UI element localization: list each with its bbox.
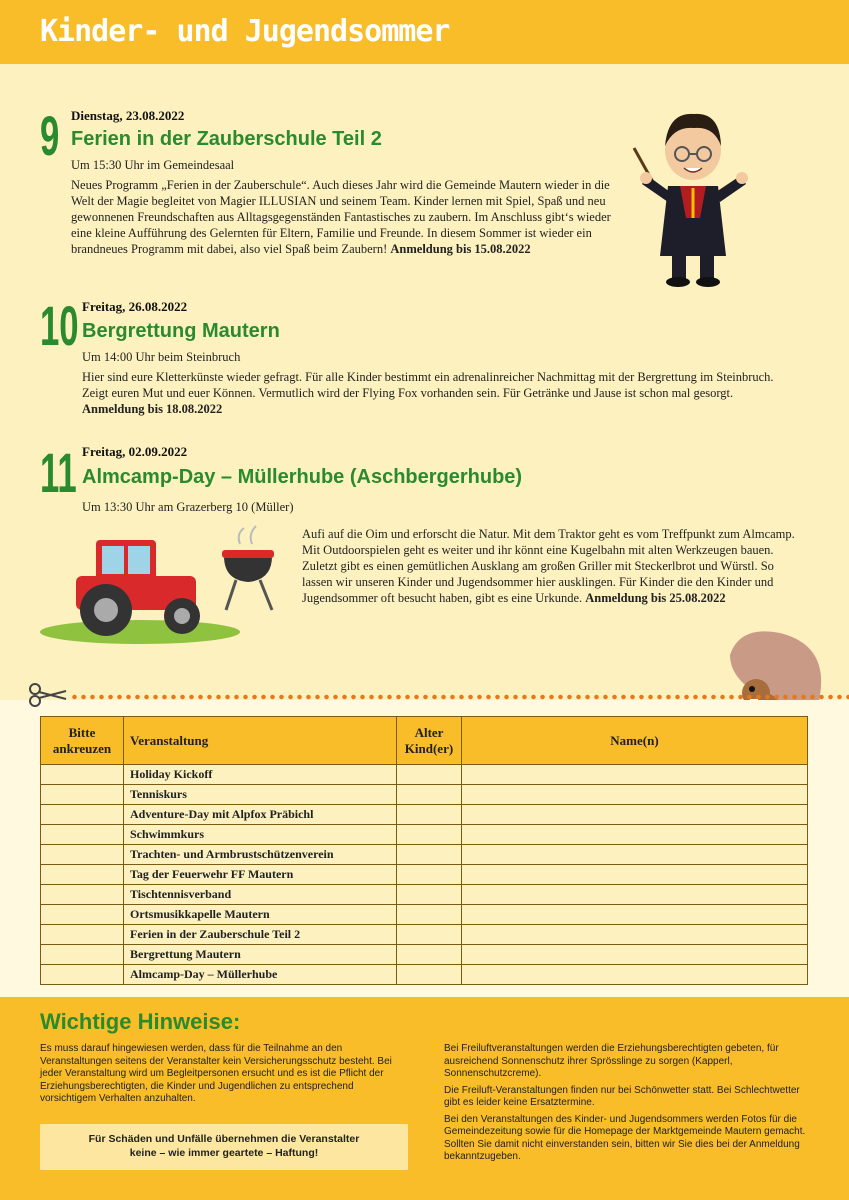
table-row — [41, 785, 808, 805]
note-paragraph: Bei den Veranstaltungen des Kinder- und Jugendsommers werden Fotos für die Gemeindezeitung sowie für die Homepage der Marktgemeinde Mautern gemacht. Sollten Sie damit nicht einverstanden sein, bitten wir Sie dies bei der Anmeldung bekanntzugeben. — [444, 1113, 806, 1162]
age-cell[interactable] — [397, 845, 462, 865]
checkbox-cell[interactable] — [41, 885, 124, 905]
note-paragraph: Bei Freiluftveranstaltungen werden die Erziehungsberechtigten gebeten, für ausreichend Sonnenschutz ihrer Sprösslinge zu sorgen (Kapperl, Sonnenschutzcreme). — [444, 1043, 779, 1079]
name-cell[interactable] — [462, 845, 808, 865]
event-number: 9 — [40, 104, 60, 167]
name-cell[interactable] — [462, 945, 808, 965]
liability-warning — [40, 1124, 408, 1170]
name-cell[interactable] — [462, 905, 808, 925]
name-cell[interactable] — [462, 925, 808, 945]
checkbox-cell[interactable] — [41, 825, 124, 845]
event-time: Um 15:30 Uhr im Gemeindesaal — [71, 158, 235, 172]
table-row — [41, 805, 808, 825]
event-name-cell: Almcamp-Day – Müllerhube — [124, 965, 397, 985]
event-name-cell: Adventure-Day mit Alpfox Präbichl — [124, 805, 397, 825]
table-row — [41, 905, 808, 925]
warning-line-2: keine – wie immer geartete – Haftung! — [129, 1147, 319, 1159]
notes-heading: Wichtige Hinweise: — [40, 1009, 241, 1034]
event-name-cell: Ferien in der Zauberschule Teil 2 — [124, 925, 397, 945]
table-row — [41, 965, 808, 985]
checkbox-cell[interactable] — [41, 925, 124, 945]
age-cell[interactable] — [397, 945, 462, 965]
registration-table — [40, 716, 808, 985]
event-title: Ferien in der Zauberschule Teil 2 — [71, 128, 382, 150]
table-row — [41, 945, 808, 965]
event-name-cell: Ortsmusikkapelle Mautern — [124, 905, 397, 925]
event-title: Almcamp-Day – Müllerhube (Aschbergerhube) — [82, 466, 523, 488]
checkbox-cell[interactable] — [41, 765, 124, 785]
age-cell[interactable] — [397, 825, 462, 845]
event-name-cell: Tischtennisverband — [124, 885, 397, 905]
name-cell[interactable] — [462, 865, 808, 885]
name-cell[interactable] — [462, 805, 808, 825]
event-name-cell: Trachten- und Armbrustschützenverein — [124, 845, 397, 865]
table-row — [41, 845, 808, 865]
scissors-icon — [28, 683, 68, 707]
event-name-cell: Tenniskurs — [124, 785, 397, 805]
header-bar — [0, 0, 849, 64]
column-header-event: Veranstaltung — [124, 717, 397, 765]
event-number: 10 — [40, 294, 79, 357]
cut-line — [70, 694, 849, 700]
name-cell[interactable] — [462, 825, 808, 845]
event-description: Hier sind eure Kletterkünste wieder gefragt. Für alle Kinder bestimmt ein adrenalinreicher Nachmittag mit der Bergrettung im Steinbruch. Zeigt euren Mut und euer Können. Vermutlich wird der Flying Fox vorhanden sein. Für Getränke und Jause ist schon mal gesorgt. Anmeldung bis 18.08.2022 — [82, 370, 774, 416]
notes-section — [0, 997, 849, 1200]
name-cell[interactable] — [462, 965, 808, 985]
event-number: 11 — [40, 441, 77, 504]
event-description: Aufi auf die Oim und erforscht die Natur. Mit dem Traktor geht es vom Treffpunkt zum Almcamp. Mit Outdoorspielen geht es weiter und ihr könnt eine Kugelbahn mit alten Werkzeugen bauen. Zuletzt gibt es einen gemütlichen Ausklang am großen Griller mit Steckerlbrot und Würstl. So lassen wir unseren Kinder und Jugendsommer hier ausklingen. Für Kinder die den Kinder und Jugendsommer oft besucht haben, gibt es eine Urkunde. Anmeldung bis 25.08.2022 — [302, 527, 795, 605]
name-cell[interactable] — [462, 765, 808, 785]
event-time: Um 14:00 Uhr beim Steinbruch — [82, 350, 241, 364]
event-name-cell: Tag der Feuerwehr FF Mautern — [124, 865, 397, 885]
event-date: Freitag, 26.08.2022 — [82, 299, 188, 314]
age-cell[interactable] — [397, 805, 462, 825]
tractor-grill-illustration — [40, 520, 290, 650]
name-cell[interactable] — [462, 885, 808, 905]
age-cell[interactable] — [397, 965, 462, 985]
page-title: Kinder- und Jugendsommer — [40, 14, 450, 49]
age-cell[interactable] — [397, 865, 462, 885]
event-date: Dienstag, 23.08.2022 — [71, 108, 185, 123]
age-cell[interactable] — [397, 785, 462, 805]
event-name-cell: Bergrettung Mautern — [124, 945, 397, 965]
table-row — [41, 865, 808, 885]
age-cell[interactable] — [397, 765, 462, 785]
event-date: Freitag, 02.09.2022 — [82, 444, 188, 459]
column-header-name: Name(n) — [462, 717, 808, 765]
checkbox-cell[interactable] — [41, 965, 124, 985]
table-row — [41, 825, 808, 845]
checkbox-cell[interactable] — [41, 805, 124, 825]
checkbox-cell[interactable] — [41, 945, 124, 965]
age-cell[interactable] — [397, 905, 462, 925]
checkbox-cell[interactable] — [41, 905, 124, 925]
name-cell[interactable] — [462, 785, 808, 805]
column-header-age: Alter Kind(er) — [397, 717, 462, 765]
event-name-cell: Holiday Kickoff — [124, 765, 397, 785]
checkbox-cell[interactable] — [41, 845, 124, 865]
event-title: Bergrettung Mautern — [82, 320, 280, 342]
notes-right-text — [444, 1043, 809, 1168]
age-cell[interactable] — [397, 885, 462, 905]
checkbox-cell[interactable] — [41, 785, 124, 805]
age-cell[interactable] — [397, 925, 462, 945]
event-description: Neues Programm „Ferien in der Zauberschule“. Auch dieses Jahr wird die Gemeinde Mautern wieder in die Welt der Magie begleitet von Magier ILLUSIAN und seinem Team. Kinder lernen mit Spiel, Spaß und neu gewonnenen Freundschaften aus Alltagsgegenständen Fantastisches zu zaubern. Im Anschluss gibt‘s wieder eine kleine Aufführung des Gelernten für Eltern, Familie und Freunde. In diesem Sommer ist wieder ein brandneues Programm mit dabei, also viel Spaß beim Zaubern! Anmeldung bis 15.08.2022 — [71, 178, 611, 256]
event-time: Um 13:30 Uhr am Grazerberg 10 (Müller) — [82, 500, 294, 514]
wizard-boy-illustration — [628, 106, 758, 288]
warning-line-1: Für Schäden und Unfälle übernehmen die Veranstalter — [88, 1133, 360, 1145]
table-row — [41, 925, 808, 945]
column-header-check: Bitte ankreuzen — [41, 717, 124, 765]
checkbox-cell[interactable] — [41, 865, 124, 885]
notes-left-text: Es muss darauf hingewiesen werden, dass für die Teilnahme an den Veranstaltungen seitens der Veranstalter kein Versicherungsschutz besteht. Bei jeder Veranstaltung wird um Begleitpersonen ersucht und es ist die Pflicht der Erziehungsberechtigten, die Kinder und Jugendlichen zu entsprechend vorsichtigem Verhalten anzuhalten. — [40, 1043, 392, 1104]
table-row — [41, 765, 808, 785]
event-name-cell: Schwimmkurs — [124, 825, 397, 845]
table-row — [41, 885, 808, 905]
note-paragraph: Die Freiluft-Veranstaltungen finden nur bei Schönwetter statt. Bei Schlechtwetter gibt es leider keine Ersatztermine. — [444, 1084, 800, 1108]
